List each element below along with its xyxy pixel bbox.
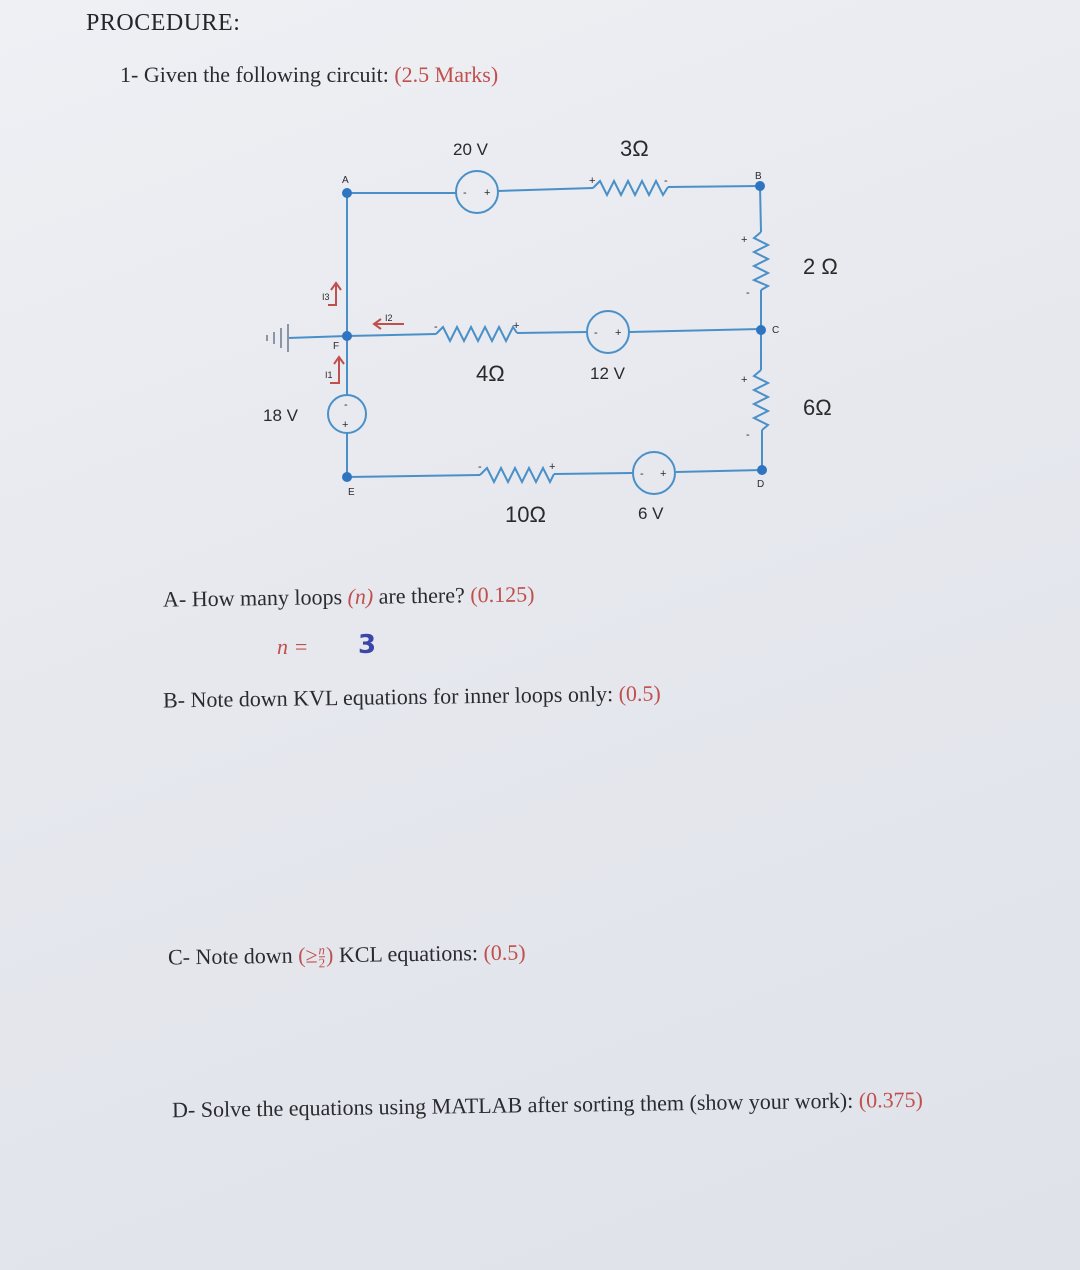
source-18v-minus: - <box>344 399 348 411</box>
node-a-label: A <box>342 175 349 186</box>
wire-mid-1 <box>347 334 436 336</box>
part-c-paren-open: (≥ <box>297 942 318 968</box>
resistor-2ohm <box>754 232 768 290</box>
wire-top-3 <box>668 186 760 187</box>
current-i3-label: I3 <box>322 292 330 302</box>
node-f <box>342 331 352 341</box>
r6-plus: + <box>741 374 748 386</box>
r3-plus: + <box>589 175 596 187</box>
source-20v-minus: - <box>463 187 467 199</box>
node-b-label: B <box>755 171 762 182</box>
r2-plus: + <box>741 234 748 246</box>
source-18v-plus: + <box>342 419 349 431</box>
handwritten-answer: 3 <box>358 630 377 660</box>
label-12v: 12 V <box>590 364 625 383</box>
source-12v-plus: + <box>615 327 622 339</box>
part-c-marks: (0.5) <box>483 939 526 966</box>
wire-right-1 <box>760 186 761 232</box>
node-c-label: C <box>772 325 780 336</box>
r2-minus: - <box>746 287 750 299</box>
node-c <box>756 325 766 335</box>
part-c-label: C- <box>167 944 191 970</box>
question-number: 1- <box>120 62 139 87</box>
node-e <box>342 472 352 482</box>
fraction-denominator: 2 <box>318 955 326 971</box>
part-b-label: B- <box>162 687 186 713</box>
part-a-marks: (0.125) <box>470 581 535 608</box>
label-3ohm: 3Ω <box>620 136 649 161</box>
part-d-label: D- <box>171 1096 196 1123</box>
part-c-fraction <box>318 942 326 971</box>
resistor-6ohm <box>754 370 768 430</box>
procedure-heading: PROCEDURE: <box>86 10 241 36</box>
node-d-label: D <box>757 479 765 490</box>
source-6v-minus: - <box>640 468 644 480</box>
source-20v-plus: + <box>484 187 491 199</box>
n-equals: n = <box>277 634 309 659</box>
wire-top-2 <box>498 188 593 191</box>
label-18v: 18 V <box>263 406 298 425</box>
label-6ohm: 6Ω <box>803 395 832 420</box>
r10-minus: - <box>478 461 482 473</box>
part-c-text: Note down <box>195 942 293 970</box>
wire-bottom-2 <box>554 473 632 474</box>
node-a <box>342 188 352 198</box>
resistor-10ohm <box>480 468 554 482</box>
current-i1-label: I1 <box>325 370 333 380</box>
part-d-text: Solve the equations using MATLAB after sorting them (show your work): <box>200 1087 854 1122</box>
r4-minus: - <box>434 321 438 333</box>
ground-icon <box>267 324 288 352</box>
resistor-3ohm <box>593 181 668 195</box>
part-d-marks: (0.375) <box>858 1086 924 1113</box>
part-a-text-after: are there? <box>378 582 465 609</box>
part-a-label: A- <box>162 586 187 612</box>
part-c-paren-close: ) <box>325 942 334 968</box>
part-b-text: Note down KVL equations for inner loops only: <box>190 681 614 713</box>
source-12v-minus: - <box>594 327 598 339</box>
resistor-4ohm <box>436 327 517 341</box>
ground-wire <box>288 336 347 338</box>
part-a-text: How many loops <box>191 584 343 612</box>
fraction-numerator: n <box>318 942 326 958</box>
question-text: Given the following circuit: <box>143 62 389 87</box>
label-10ohm: 10Ω <box>505 502 546 527</box>
r4-plus: + <box>513 320 520 332</box>
node-f-label: F <box>333 341 340 352</box>
current-i2-label: I2 <box>385 313 393 323</box>
node-b <box>755 181 765 191</box>
r10-plus: + <box>549 461 556 473</box>
wire-bottom-3 <box>676 470 762 472</box>
label-2ohm: 2 Ω <box>803 254 838 279</box>
question-marks: (2.5 Marks) <box>394 62 499 87</box>
wire-bottom-1 <box>347 475 480 477</box>
part-a-var: (n) <box>347 583 374 610</box>
part-a <box>163 581 535 612</box>
r6-minus: - <box>746 429 750 441</box>
wire-mid-2 <box>517 332 587 333</box>
part-b-marks: (0.5) <box>618 680 661 707</box>
wire-mid-3 <box>629 329 761 332</box>
part-c-text-after: KCL equations: <box>338 940 479 968</box>
label-6v: 6 V <box>638 504 664 523</box>
r3-minus: - <box>664 175 668 187</box>
part-c <box>168 940 526 972</box>
node-e-label: E <box>348 487 355 498</box>
label-20v: 20 V <box>453 140 488 159</box>
source-6v-plus: + <box>660 468 667 480</box>
node-d <box>757 465 767 475</box>
label-4ohm: 4Ω <box>476 361 505 386</box>
